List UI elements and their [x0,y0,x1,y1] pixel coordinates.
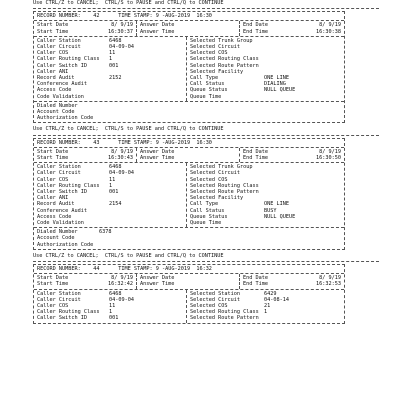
detail-row: Caller COS 11 [37,50,116,57]
record-times: Start Date 8/ 9/19 Start Time 16:30:43 Answer Date Answer Time End Date 8/ 9/19 End Time 16:30:50 [34,148,344,163]
detail-row: Access Code [37,87,72,94]
detail-row: Call Status DIALING [190,81,286,88]
record-box [33,264,345,324]
detail-row: Queue Status NULL QUEUE [190,87,296,94]
detail-row: Selected Facility [190,195,244,202]
detail-row: Selected Trunk Group [190,164,253,171]
separator [33,8,379,9]
record-box [33,11,345,123]
detail-row: Caller ANI [37,68,69,75]
record-header: RECORD NUMBER: 44 TIME STAMP: 9 -AUG-2019 16:32 [34,265,344,274]
detail-row: Selected Facility [190,68,244,75]
record-details [34,290,344,323]
detail-row: Caller Circuit 04-09-04 [37,44,134,50]
record-footer: Dialed Number 6378 Account Code Authorization Code [37,229,112,248]
record-number: 43 [93,139,100,146]
record-timestamp: 9 -AUG-2019 16:32 [155,266,212,273]
cancel-instruction: Use CTRL/Z to CANCEL; CTRL/S to PAUSE and CTRL/Q to CONTINUE [33,0,224,6]
detail-row: Caller Switch ID 001 [37,189,119,196]
detail-row: Selected Routing Class 1 [190,309,268,316]
detail-row: Selected Route Pattern [190,315,259,322]
detail-row: Caller Station 6468 [37,290,122,297]
record-times: Start Date 8/ 9/19 Start Time 16:30:37 Answer Date Answer Time End Date 8/ 9/19 End Time 16:30:38 [34,21,344,36]
detail-row: Selected Route Pattern [190,189,259,196]
detail-row: Record Audit 2154 [37,201,122,208]
detail-row: Caller COS 11 [37,176,116,183]
detail-row: Selected COS [190,50,228,57]
detail-row: Caller Routing Class 1 [37,56,113,63]
detail-row: Selected Station 6429 [190,290,277,297]
detail-row: Code Validation [37,93,84,100]
detail-row: Caller Station 6468 [37,164,122,171]
detail-row: Call Type ONE LINE [190,201,289,208]
detail-row: Caller Switch ID 001 [37,315,119,322]
detail-row: Caller Routing Class 1 [37,309,113,316]
detail-row: Caller Station 6468 [37,37,122,44]
detail-row: Selected Circuit [190,170,240,177]
detail-row: Selected Route Pattern [190,62,259,69]
detail-row: Selected Routing Class [190,182,259,189]
detail-row: Selected Circuit 04-08-14 [190,296,289,303]
record-footer: Dialed Number Account Code Authorization Code [37,102,94,122]
record-details [34,37,344,102]
record-header: RECORD NUMBER: 42 TIME STAMP: 9 -AUG-2019 16:30 [34,12,344,21]
detail-row: Caller Circuit 04-09-04 [37,170,134,177]
detail-row: Call Type ONE LINE [190,75,289,82]
detail-row: Call Status BUSY [190,207,277,214]
record-header: RECORD NUMBER: 43 TIME STAMP: 9 -AUG-2019 16:30 [34,139,344,148]
cancel-instruction: Use CTRL/Z to CANCEL; CTRL/S to PAUSE and CTRL/Q to CONTINUE [33,126,224,133]
detail-row: Caller Routing Class 1 [37,182,113,189]
record-box [33,138,345,250]
detail-row: Selected COS 21 [190,303,271,310]
separator [33,135,379,136]
detail-row: Record Audit 2152 [37,75,122,82]
detail-row: Queue Time [190,93,222,100]
detail-row: Access Code [37,213,72,220]
detail-row: Caller COS 11 [37,303,116,310]
detail-row: Selected Trunk Group [190,37,253,44]
record-details [34,163,344,228]
cancel-instruction: Use CTRL/Z to CANCEL; CTRL/S to PAUSE and CTRL/Q to CONTINUE [33,252,224,259]
detail-row: Code Validation [37,220,84,227]
detail-row: Caller Switch ID 001 [37,62,119,69]
record-number: 44 [93,266,100,273]
detail-row: Caller Circuit 04-09-04 [37,296,134,303]
detail-row: Conference Audit [37,207,87,214]
detail-row: Queue Status NULL QUEUE [190,213,296,220]
detail-row: Selected Routing Class [190,56,259,63]
detail-row: Conference Audit [37,81,87,88]
record-number: 42 [93,13,100,20]
record-timestamp: 9 -AUG-2019 16:30 [155,13,212,20]
record-timestamp: 9 -AUG-2019 16:30 [155,139,212,146]
detail-row: Selected COS [190,176,228,183]
detail-row: Selected Circuit [190,44,240,50]
detail-row: Caller ANI [37,195,69,202]
record-times: Start Date 8/ 9/19 Start Time 16:32:42 Answer Date Answer Time End Date 8/ 9/19 End Time 16:32:53 [34,274,344,289]
detail-row: Queue Time [190,220,222,227]
separator [33,261,379,262]
